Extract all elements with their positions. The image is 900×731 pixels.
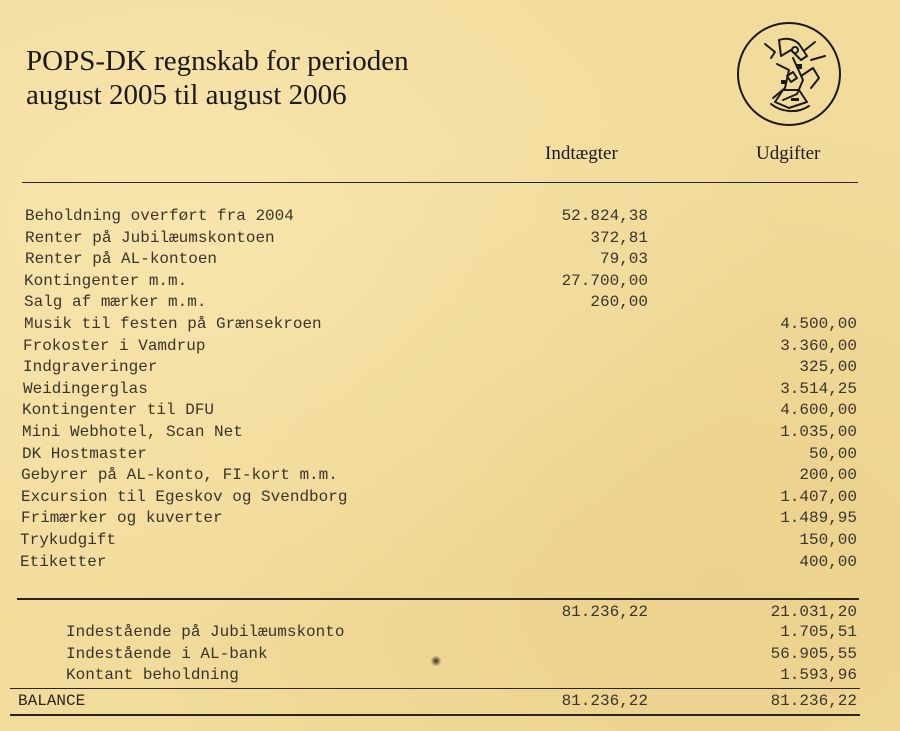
pops-dk-logo-icon bbox=[735, 20, 843, 128]
entry-label: Weidingerglas bbox=[23, 379, 148, 398]
entry-label: Trykudgift bbox=[20, 531, 117, 549]
entry-label: Salg af mærker m.m. bbox=[24, 293, 207, 312]
document-title bbox=[26, 44, 409, 112]
entry-label: Beholdning overført fra 2004 bbox=[25, 207, 294, 225]
holding-row bbox=[0, 622, 900, 643]
holding-label: Indestående på Jubilæumskonto bbox=[66, 623, 345, 641]
entry-expense: 150,00 bbox=[799, 531, 857, 549]
entry-expense: 4.500,00 bbox=[780, 315, 857, 333]
entry-label: Kontingenter til DFU bbox=[22, 401, 215, 420]
entry-row bbox=[0, 552, 900, 573]
holding-row bbox=[0, 665, 900, 686]
entry-row bbox=[0, 422, 900, 443]
title-line-2: august 2005 til august 2006 bbox=[26, 79, 347, 111]
entry-row bbox=[0, 444, 900, 465]
entry-row bbox=[0, 314, 900, 335]
entry-row bbox=[0, 292, 900, 313]
holding-amount: 1.705,51 bbox=[780, 623, 857, 641]
entry-expense: 1.489,95 bbox=[780, 509, 857, 528]
holding-label: Indestående i AL-bank bbox=[66, 644, 268, 663]
subtotal-divider bbox=[17, 598, 859, 600]
entry-label: Musik til festen på Grænsekroen bbox=[24, 315, 322, 333]
entry-expense: 400,00 bbox=[799, 552, 857, 571]
subtotal-income: 81.236,22 bbox=[561, 603, 648, 621]
entry-expense: 3.360,00 bbox=[780, 336, 857, 355]
entry-row bbox=[0, 249, 900, 270]
entry-expense: 325,00 bbox=[799, 358, 857, 377]
balance-income: 81.236,22 bbox=[561, 692, 648, 710]
entry-expense: 3.514,25 bbox=[780, 379, 857, 398]
entry-expense: 50,00 bbox=[808, 444, 857, 463]
entry-row bbox=[0, 336, 900, 357]
entry-label: Mini Webhotel, Scan Net bbox=[22, 423, 243, 441]
entry-expense: 4.600,00 bbox=[780, 401, 857, 420]
entry-income: 260,00 bbox=[590, 293, 648, 312]
entry-row bbox=[0, 357, 900, 378]
entry-label: Kontingenter m.m. bbox=[24, 271, 188, 290]
holding-row bbox=[0, 644, 900, 665]
entry-label: DK Hostmaster bbox=[22, 444, 147, 463]
balance-bottom-divider bbox=[10, 714, 860, 716]
entry-row bbox=[0, 228, 900, 249]
entry-label: Excursion til Egeskov og Svendborg bbox=[21, 487, 348, 506]
entry-row bbox=[0, 206, 900, 227]
entry-row bbox=[0, 271, 900, 292]
entry-row bbox=[0, 400, 900, 421]
entry-label: Frokoster i Vamdrup bbox=[23, 336, 206, 355]
entry-label: Frimærker og kuverter bbox=[21, 509, 223, 528]
entry-row bbox=[0, 508, 900, 529]
entry-label: Indgraveringer bbox=[23, 358, 158, 377]
entry-income: 52.824,38 bbox=[561, 207, 648, 225]
entry-income: 372,81 bbox=[590, 228, 648, 247]
holding-amount: 56.905,55 bbox=[770, 644, 857, 663]
entry-expense: 200,00 bbox=[799, 466, 857, 485]
income-column-header: Indtægter bbox=[545, 143, 618, 164]
entry-row bbox=[0, 487, 900, 508]
entry-income: 79,03 bbox=[599, 250, 648, 269]
balance-label: BALANCE bbox=[18, 692, 86, 710]
entry-row bbox=[0, 379, 900, 400]
entry-label: Renter på Jubilæumskontoen bbox=[25, 228, 275, 247]
entry-expense: 1.407,00 bbox=[780, 487, 857, 506]
holding-amount: 1.593,96 bbox=[780, 666, 857, 685]
header-divider bbox=[22, 182, 858, 183]
entry-expense: 1.035,00 bbox=[780, 423, 857, 441]
holding-label: Kontant beholdning bbox=[66, 666, 239, 685]
entry-row bbox=[0, 465, 900, 486]
balance-expense: 81.236,22 bbox=[770, 692, 857, 710]
title-line-1: POPS-DK regnskab for perioden bbox=[26, 45, 409, 77]
entry-label: Gebyrer på AL-konto, FI-kort m.m. bbox=[21, 466, 338, 485]
balance-top-divider bbox=[10, 688, 860, 689]
subtotal-expense: 21.031,20 bbox=[770, 603, 857, 621]
ink-smudge bbox=[430, 656, 442, 666]
balance-row bbox=[0, 691, 900, 712]
expense-column-header: Udgifter bbox=[756, 143, 821, 164]
entry-income: 27.700,00 bbox=[561, 271, 648, 290]
entry-label: Etiketter bbox=[20, 552, 107, 571]
subtotal-row bbox=[0, 602, 900, 623]
entry-label: Renter på AL-kontoen bbox=[25, 250, 218, 269]
entry-row bbox=[0, 530, 900, 551]
